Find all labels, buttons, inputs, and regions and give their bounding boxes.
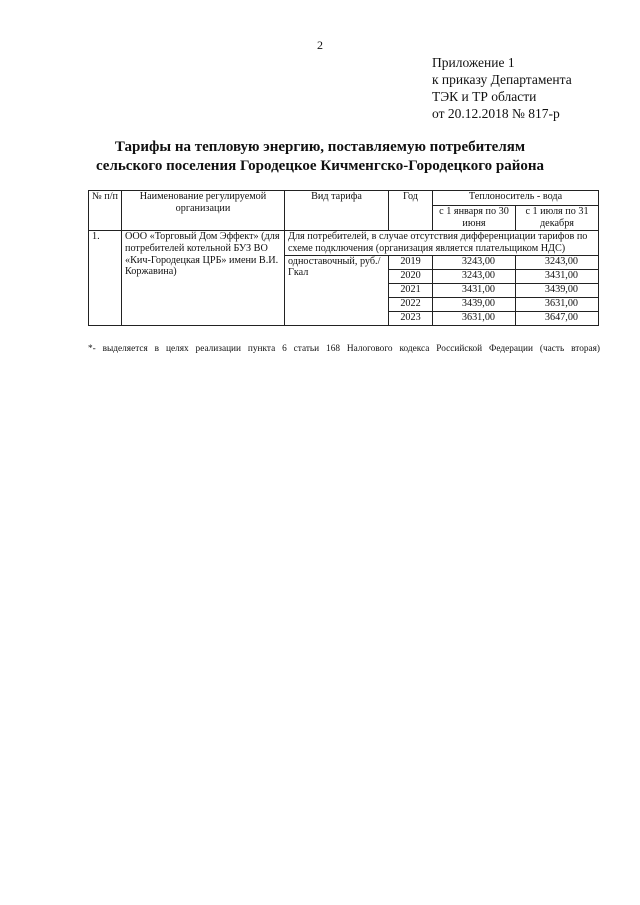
page-number: 2 — [317, 38, 323, 52]
header-period-2: с 1 июля по 31 декабря — [516, 206, 599, 231]
table-header-row — [89, 191, 599, 206]
header-organization: Наименование регулируемой организации — [122, 191, 285, 231]
header-num: № п/п — [89, 191, 122, 231]
header-tariff-kind: Вид тарифа — [285, 191, 389, 231]
row-tariff-kind: одноставочный, руб./Гкал — [285, 255, 389, 325]
appendix-line-1: Приложение 1 — [432, 55, 515, 70]
row-number: 1. — [89, 231, 122, 326]
document-title — [40, 138, 600, 176]
row-value-h1: 3439,00 — [433, 297, 516, 311]
row-value-h1: 3631,00 — [433, 311, 516, 325]
header-period-1: с 1 января по 30 июня — [433, 206, 516, 231]
row-year: 2023 — [389, 311, 433, 325]
row-year: 2021 — [389, 283, 433, 297]
row-condition: Для потребителей, в случае отсутствия дифференциации тарифов по схеме подключения (организация является плательщиком НДС) — [285, 231, 599, 256]
row-value-h2: 3243,00 — [516, 255, 599, 269]
table-row — [89, 231, 599, 256]
footnote: *- выделяется в целях реализации пункта 6 статьи 168 Налогового кодекса Российской Федерации (часть вторая) — [88, 344, 600, 354]
appendix-block — [432, 54, 572, 122]
header-year: Год — [389, 191, 433, 231]
row-year: 2019 — [389, 255, 433, 269]
row-year: 2020 — [389, 269, 433, 283]
appendix-line-3: ТЭК и ТР области — [432, 89, 537, 104]
header-heat-carrier: Теплоноситель - вода — [433, 191, 599, 206]
row-value-h1: 3431,00 — [433, 283, 516, 297]
tariffs-table — [88, 190, 599, 326]
row-organization: ООО «Торговый Дом Эффект» (для потребителей котельной БУЗ ВО «Кич-Городецкая ЦРБ» имени В.И. Коржавина) — [122, 231, 285, 326]
row-value-h1: 3243,00 — [433, 269, 516, 283]
row-value-h1: 3243,00 — [433, 255, 516, 269]
row-value-h2: 3631,00 — [516, 297, 599, 311]
row-value-h2: 3439,00 — [516, 283, 599, 297]
row-value-h2: 3431,00 — [516, 269, 599, 283]
row-value-h2: 3647,00 — [516, 311, 599, 325]
title-line-1: Тарифы на тепловую энергию, поставляемую потребителям — [114, 139, 526, 155]
title-line-2: сельского поселения Городецкое Кичменгско-Городецкого района — [95, 158, 545, 174]
appendix-line-2: к приказу Департамента — [432, 72, 572, 87]
row-year: 2022 — [389, 297, 433, 311]
appendix-line-4: от 20.12.2018 № 817-р — [432, 106, 560, 121]
